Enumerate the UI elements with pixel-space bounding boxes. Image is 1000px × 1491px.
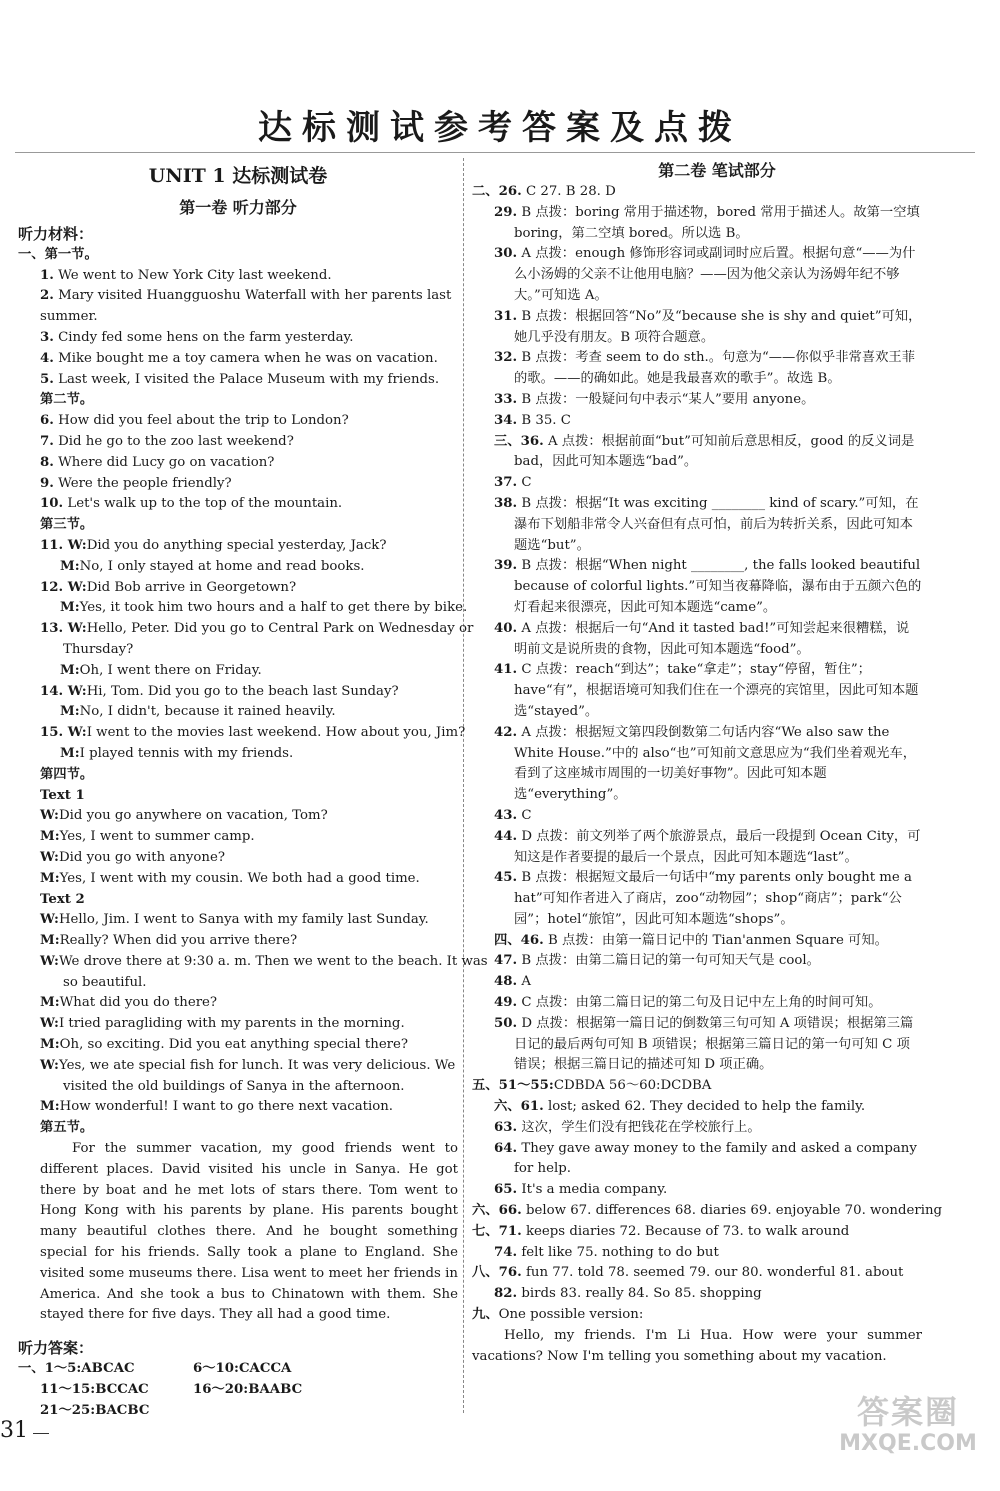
answer-row [18, 1359, 458, 1380]
item-number: 39. [494, 558, 518, 574]
item-text: Oh, I went there on Friday. [79, 662, 262, 678]
item-text: B 点拨：根据短文最后一句话中“my parents only bought me a hat”可知作者进入了商店，zoo“动物园”；shop“商店”；park“公园”；hotel“旅馆”，因此可知本题选“shops”。 [514, 870, 912, 927]
item-number: 15. W: [40, 725, 87, 741]
item-number: 八、76. [472, 1265, 522, 1281]
item-number: 4. [40, 350, 54, 366]
item-text: B 点拨：考查 seem to do sth.。句意为“——你似乎非常喜欢王菲的歌。——的确如此。她是我最喜欢的歌手”。故选 B。 [514, 350, 916, 387]
right-column [472, 160, 943, 1367]
answer-line [472, 1243, 922, 1264]
material-line [18, 619, 474, 640]
item-text: They gave away money to the family and asked a company for help. [514, 1140, 917, 1177]
left-column [18, 160, 488, 1421]
item-text: C 点拨：reach“到达”；take“拿走”；stay“停留，暂住”；have“有”，根据语境可知我们住在一个漂亮的宾馆里，因此可知本题选“stayed”。 [514, 662, 919, 719]
item-text: Cindy fed some hens on the farm yesterday. [53, 329, 354, 345]
unit-title: UNIT 1 达标测试卷 [148, 165, 328, 187]
item-number: 12. W: [40, 579, 87, 595]
item-number: 14. W: [40, 683, 87, 699]
answer-line [472, 993, 922, 1014]
material-line [18, 1097, 458, 1118]
item-text: Yes, I went with my cousin. We both had a good time. [59, 870, 420, 886]
material-line [18, 578, 458, 599]
material-line [18, 557, 458, 578]
answer-row [18, 1380, 458, 1401]
material-line [18, 328, 458, 349]
answer-line [472, 1139, 922, 1181]
item-number: W: [40, 849, 59, 865]
material-line [18, 786, 458, 807]
item-number: W: [40, 912, 59, 928]
item-text: Did you do anything special yesterday, Jack? [86, 537, 387, 553]
listening-materials [18, 245, 488, 1139]
material-line [18, 494, 458, 515]
item-number: M: [60, 600, 80, 616]
answer-line [472, 348, 922, 390]
answer-line [472, 1118, 922, 1139]
item-number: M: [60, 704, 80, 720]
material-line [18, 993, 458, 1014]
item-text: Last week, I visited the Palace Museum with my friends. [53, 371, 440, 387]
answer-line [472, 390, 922, 411]
item-number: 四、46. [494, 932, 544, 948]
item-number: 31. [494, 308, 518, 324]
item-number: M: [40, 933, 60, 949]
item-number: M: [60, 662, 80, 678]
material-line [18, 640, 458, 661]
answer-line [472, 660, 922, 722]
item-text: B 点拨：根据回答“No”及“because she is shy and quiet”可知，她几乎没有朋友。B 项符合题意。 [514, 308, 922, 345]
material-line [18, 890, 458, 911]
answer-line [472, 244, 922, 306]
written-part-title: 第二卷 笔试部分 [658, 161, 776, 180]
item-text: Text 2 [40, 891, 85, 907]
item-text: Hello, Jim. I went to Sanya with my family last Sunday. [58, 912, 429, 928]
answer-line [472, 806, 922, 827]
item-text: Yes, it took him two hours and a half to get there by bike. [79, 600, 468, 616]
material-line [18, 370, 458, 391]
item-number: 5. [40, 371, 54, 387]
item-text: B 点拨：由第二篇日记的第一句可知天气是 cool。 [517, 953, 820, 969]
item-number: 二、26. [472, 184, 522, 199]
item-number: W: [40, 953, 59, 969]
item-text: Hi, Tom. Did you go to the beach last Sunday? [86, 683, 399, 699]
item-text: We drove there at 9:30 a. m. Then we went to the beach. It was [58, 953, 488, 969]
item-number: M: [40, 870, 60, 886]
item-number: 44. [494, 828, 518, 844]
watermark [818, 1393, 998, 1457]
material-line [18, 245, 458, 266]
item-text: Text 1 [40, 787, 85, 803]
listening-materials-title: 听力材料： [18, 225, 94, 243]
item-text: Did he go to the zoo last weekend? [53, 433, 294, 449]
answer-line [472, 1326, 922, 1368]
answer-line [472, 556, 922, 618]
item-number: M: [40, 995, 60, 1011]
material-line [18, 432, 458, 453]
material-line [18, 474, 458, 495]
item-text: Did Bob arrive in Georgetown? [86, 579, 297, 595]
item-number: 九、 [472, 1307, 499, 1323]
item-text: B 点拨：根据“It was exciting ________ kind of scary.”可知，在瀑布下划船非常令人兴奋但有点可怕，前后为转折关系，因此可知本题选“but”。 [514, 495, 919, 553]
answer-range: 一、1～5:ABCAC [18, 1361, 135, 1377]
item-number: M: [40, 829, 60, 845]
material-line [18, 515, 458, 536]
item-number: 82. [494, 1286, 518, 1302]
answer-line [472, 1201, 943, 1222]
material-line [18, 806, 458, 827]
material-line [18, 952, 488, 973]
item-text: 这次，学生们没有把钱花在学校旅行上。 [517, 1119, 761, 1135]
material-line [18, 598, 468, 619]
item-text: summer. [40, 309, 98, 325]
watermark-logo-text: 答案圈 [856, 1393, 959, 1431]
answer-line [472, 931, 922, 952]
answer-range: 16～20:BAABC [193, 1381, 303, 1397]
item-text: Hello, Peter. Did you go to Central Park on Wednesday or [86, 621, 474, 637]
item-text: 第五节。 [40, 1120, 94, 1136]
item-text: A 点拨：enough 修饰形容词或副词时应后置。根据句意“——为什么小汤姆的父亲不让他用电脑？——因为他父亲认为汤姆年纪不够大。”可知选 A。 [514, 246, 916, 303]
item-text: below 67. differences 68. diaries 69. enjoyable 70. wondering [521, 1203, 943, 1219]
item-text: No, I didn't, because it rained heavily. [79, 704, 336, 720]
item-number: 74. [494, 1244, 518, 1260]
answer-row [18, 1401, 458, 1422]
item-text: 一、第一节。 [18, 246, 98, 262]
item-text: Mary visited Huangguoshu Waterfall with her parents last [53, 288, 452, 304]
listening-part-title: 第一卷 听力部分 [179, 198, 297, 217]
item-text: B 35. C [517, 412, 571, 428]
material-line [18, 973, 458, 994]
item-text: How did you feel about the trip to London? [53, 413, 349, 429]
item-number: 30. [494, 246, 518, 262]
item-number: 47. [494, 953, 518, 969]
answer-line [472, 203, 922, 245]
answer-line [472, 951, 922, 972]
item-text: Mike bought me a toy camera when he was on vacation. [53, 350, 438, 366]
material-line [18, 286, 458, 307]
material-line [18, 744, 458, 765]
answer-line [472, 411, 922, 432]
material-line [18, 349, 458, 370]
item-text: C 点拨：由第二篇日记的第二句及日记中左上角的时间可知。 [517, 995, 882, 1011]
item-text: CDBDA 56～60:DCDBA [553, 1078, 712, 1094]
answer-range [193, 1401, 393, 1422]
item-text: Were the people friendly? [53, 475, 232, 491]
item-number: 48. [494, 974, 518, 990]
item-number: 13. W: [40, 621, 87, 637]
item-number: 8. [40, 454, 54, 470]
item-number: 65. [494, 1182, 518, 1198]
answer-range: 11～15:BCCAC [40, 1381, 149, 1397]
item-number: 33. [494, 391, 518, 407]
item-number: 37. [494, 475, 518, 491]
item-number: 38. [494, 495, 518, 511]
item-number: W: [40, 1057, 59, 1073]
item-text: Let's walk up to the top of the mountain. [63, 496, 343, 512]
item-text: B 点拨：boring 常用于描述物，bored 常用于描述人。故第一空填 boring，第二空填 bored。所以选 B。 [514, 204, 920, 241]
answer-range: 21～25:BACBC [40, 1402, 150, 1418]
item-number: 41. [494, 662, 518, 678]
material-line [18, 1118, 458, 1139]
material-line [18, 1035, 458, 1056]
item-text: felt like 75. nothing to do but [517, 1244, 719, 1260]
answer-line [472, 432, 922, 474]
item-text: Did you go anywhere on vacation, Tom? [58, 808, 328, 824]
item-number: 三、36. [494, 433, 544, 449]
listening-answers-title: 听力答案： [18, 1339, 94, 1358]
section5-passage: For the summer vacation, my good friends went to different places. David visited his uncle in Sanya. He got there by boat and he met lots of stars there. Tom went to Hong Kong with his parents by plane. His parents bought many beautiful clothes there. And he bought something special for his friends. Sally took a plane to England. She visited some museums there. Lisa went to meet her friends in America. And she took a bus to Chinatown with them. She stayed there for five days. They all had a good time. [40, 1141, 458, 1323]
item-text: C 27. B 28. D [521, 184, 616, 199]
item-text: visited the old buildings of Sanya in the afternoon. [63, 1078, 405, 1094]
item-text: D 点拨：根据第一篇日记的倒数第三句可知 A 项错误；根据第三篇日记的最后两句可知 B 项错误；根据第三篇日记的第一句可知 C 项错误；根据三篇日记的描述可知 D 项正确。 [514, 1015, 914, 1073]
answer-line [472, 1284, 922, 1305]
answer-line [472, 1305, 922, 1326]
item-text: A 点拨：根据后一句“And it tasted bad!”可知尝起来很糟糕，说明前文是说所贵的食物，因此可知本题选“food”。 [514, 620, 910, 657]
answer-line [472, 972, 922, 993]
answer-line [472, 723, 922, 806]
material-line [18, 723, 466, 744]
item-text: What did you do there? [59, 995, 218, 1011]
material-line [18, 453, 458, 474]
item-text: C [517, 807, 532, 823]
material-line [18, 390, 458, 411]
title-rule [15, 152, 975, 153]
item-text: B 点拨：根据“When night ________, the falls looked beautiful because of colorful lights.”可知当夜幕降临，瀑布由于五颜六色的灯看起来很漂亮，因此可知本题选“came”。 [514, 558, 922, 615]
item-number: 40. [494, 620, 518, 636]
item-text: Oh, so exciting. Did you eat anything special there? [59, 1037, 409, 1053]
item-number: 1. [40, 267, 54, 283]
material-line [18, 682, 458, 703]
item-number: 64. [494, 1140, 518, 1156]
answer-line [472, 1014, 922, 1076]
material-line [18, 536, 458, 557]
material-line [18, 931, 458, 952]
item-number: W: [40, 1016, 59, 1032]
answer-line [472, 1097, 922, 1118]
item-text: keeps diaries 72. Because of 73. to walk around [521, 1223, 850, 1239]
material-line [18, 307, 458, 328]
material-line [18, 827, 458, 848]
material-line [18, 1014, 458, 1035]
material-line [18, 765, 458, 786]
item-number: 6. [40, 413, 54, 429]
item-number: 11. W: [40, 537, 87, 553]
item-text: fun 77. told 78. seemed 79. our 80. wonderful 81. about [521, 1265, 904, 1281]
column-divider [463, 158, 464, 1413]
answer-line [472, 1076, 922, 1097]
item-text: How wonderful! I want to go there next vacation. [59, 1099, 394, 1115]
item-text: It's a media company. [517, 1182, 668, 1198]
item-number: W: [40, 808, 59, 824]
item-number: 10. [40, 496, 64, 512]
watermark-url: MXQE.COM [839, 1431, 977, 1456]
material-line [18, 910, 458, 931]
item-text: B 点拨：一般疑问句中表示“某人”要用 anyone。 [517, 391, 815, 407]
material-line [18, 848, 458, 869]
item-number: 63. [494, 1119, 518, 1135]
item-text: I played tennis with my friends. [79, 745, 294, 761]
answer-line [472, 1180, 922, 1201]
item-text: Yes, I went to summer camp. [59, 829, 255, 845]
item-text: D 点拨：前文列举了两个旅游景点，最后一段提到 Ocean City，可知这是作者要提的最后一个景点，因此可知本题选“last”。 [514, 828, 921, 865]
answer-line [472, 494, 922, 556]
answer-line [472, 307, 922, 349]
item-number: 五、51～55: [472, 1078, 554, 1094]
item-text: birds 83. really 84. So 85. shopping [517, 1286, 762, 1302]
material-line [18, 661, 458, 682]
item-text: Where did Lucy go on vacation? [53, 454, 275, 470]
item-number: 3. [40, 329, 54, 345]
item-text: One possible version: [498, 1307, 644, 1323]
item-text: We went to New York City last weekend. [53, 267, 332, 283]
answer-line [472, 1263, 922, 1284]
item-text: Really? When did you arrive there? [59, 933, 298, 949]
answer-range: 6～10:CACCA [193, 1361, 292, 1377]
item-text: A 点拨：根据前面“but”可知前后意思相反，good 的反义词是 bad，因此可知本题选“bad”。 [514, 433, 915, 470]
page-number: 31 [0, 1418, 28, 1443]
item-text: Thursday? [63, 641, 134, 657]
listening-answers [18, 1359, 458, 1421]
item-text: 第四节。 [40, 766, 94, 782]
answer-line [472, 827, 922, 869]
item-text: A 点拨：根据短文第四段倒数第二句话内容“We also saw the White House.”中的 also“也”可知前文意思应为“我们坐着观光车，看到了这座城市周围的一切美好事物”。因此可知本题选“everything”。 [514, 724, 917, 803]
material-line [18, 1077, 458, 1098]
answer-line [472, 473, 922, 494]
item-number: 9. [40, 475, 54, 491]
item-text: 第二节。 [40, 392, 94, 408]
item-number: 45. [494, 870, 518, 886]
item-text: lost; asked 62. They decided to help the family. [543, 1099, 866, 1115]
item-number: M: [40, 1037, 60, 1053]
item-number: M: [60, 558, 80, 574]
item-number: 七、71. [472, 1223, 522, 1239]
item-number: 29. [494, 204, 518, 220]
item-number: 2. [40, 288, 54, 304]
item-text: Did you go with anyone? [58, 849, 225, 865]
material-line [18, 702, 458, 723]
item-text: B 点拨：由第一篇日记中的 Tian'anmen Square 可知。 [543, 932, 888, 948]
item-number: 34. [494, 412, 518, 428]
item-number: 42. [494, 724, 518, 740]
item-number: 43. [494, 807, 518, 823]
item-number: M: [40, 1099, 60, 1115]
item-number: 32. [494, 350, 518, 366]
item-text: C [517, 475, 532, 491]
material-line [18, 411, 458, 432]
answer-line [472, 619, 922, 661]
answer-line [472, 182, 922, 203]
item-number: 50. [494, 1015, 518, 1031]
page-title: 达标测试参考答案及点拨 [258, 108, 742, 148]
material-line [18, 1056, 458, 1077]
item-text: I went to the movies last weekend. How about you, Jim? [86, 725, 466, 741]
item-text: No, I only stayed at home and read books. [79, 558, 365, 574]
item-number: 7. [40, 433, 54, 449]
item-number: 六、61. [494, 1099, 544, 1115]
material-line [18, 266, 458, 287]
material-line [18, 869, 458, 890]
item-text: Hello, my friends. I'm Li Hua. How were your summer vacations? Now I'm telling you something about my vacation. [472, 1327, 922, 1364]
item-text: Yes, we ate special fish for lunch. It was very delicious. We [58, 1057, 456, 1073]
page-number-rule [33, 1433, 49, 1434]
item-number: 49. [494, 995, 518, 1011]
item-number: M: [60, 745, 80, 761]
written-answers [472, 182, 943, 1367]
item-text: A [517, 974, 531, 990]
item-number: 六、66. [472, 1203, 522, 1219]
item-text: I tried paragliding with my parents in the morning. [58, 1016, 405, 1032]
item-text: so beautiful. [63, 974, 147, 990]
item-text: 第三节。 [40, 517, 94, 533]
answer-line [472, 1222, 922, 1243]
answer-line [472, 868, 922, 930]
